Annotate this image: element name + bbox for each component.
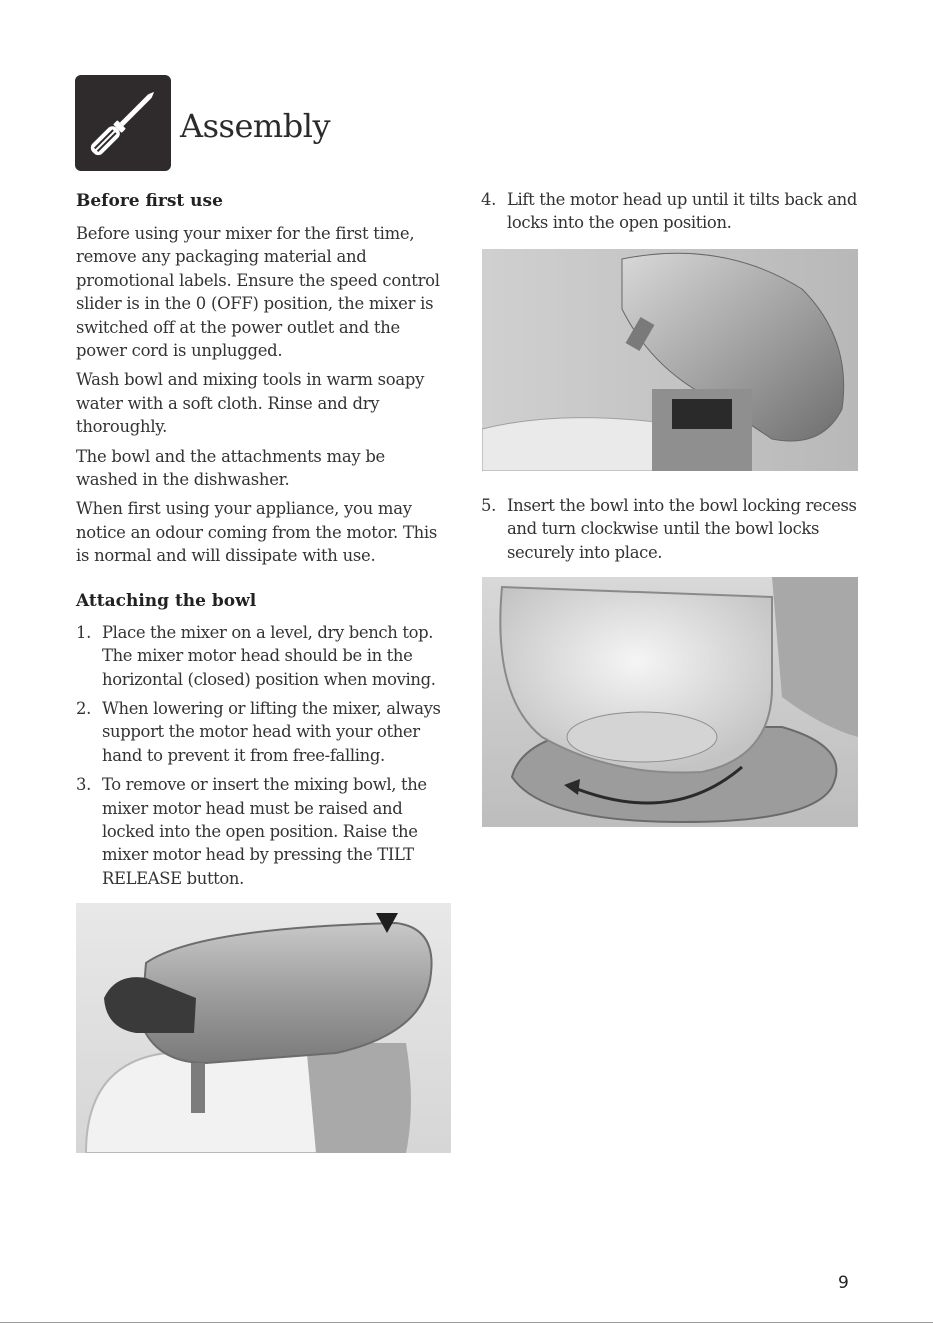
step-number: 3.	[76, 775, 91, 795]
step-text: Place the mixer on a level, dry bench top. The mixer motor head should be in the horizontal (closed) position when moving.	[102, 622, 436, 689]
step-text: To remove or insert the mixing bowl, the mixer motor head must be raised and locked into the open position. Raise the mixer motor head by pressing the TILT RELEASE button.	[102, 775, 427, 888]
paragraph: The bowl and the attachments may be washed in the dishwasher.	[76, 446, 386, 490]
section-heading-attaching-the-bowl: Attaching the bowl	[76, 590, 257, 611]
page-title: Assembly	[180, 107, 331, 145]
paragraph: Before using your mixer for the first time, remove any packaging material and promotional labels. Ensure the speed control slider is in the 0 (OFF) position, the mixer is switched off at the power outlet and the power cord is unplugged.	[76, 224, 440, 361]
right-column	[481, 188, 861, 235]
section-icon-box	[75, 75, 171, 171]
bottom-rule	[0, 1322, 933, 1323]
step-number: 4.	[481, 190, 496, 209]
step-number: 5.	[481, 496, 496, 515]
screwdriver-icon	[75, 75, 171, 171]
step-item	[481, 188, 861, 235]
photo-motor-head-tilted	[482, 249, 858, 471]
photo-tilt-release-button	[76, 903, 451, 1153]
step-item	[481, 494, 861, 564]
step-text: Insert the bowl into the bowl locking recess and turn clockwise until the bowl locks securely into place.	[507, 496, 857, 562]
paragraph: Wash bowl and mixing tools in warm soapy water with a soft cloth. Rinse and dry thoroughly.	[76, 370, 425, 437]
step-item-wrapper	[481, 494, 861, 564]
step-text: Lift the motor head up until it tilts back and locks into the open position.	[507, 190, 857, 233]
step-number: 2.	[76, 698, 91, 718]
step-item	[76, 621, 448, 691]
step-item	[76, 773, 448, 890]
paragraph: When first using your appliance, you may notice an odour coming from the motor. This is normal and will dissipate with use.	[76, 499, 438, 566]
photo-bowl-locking	[482, 577, 858, 827]
page-number: 9	[838, 1273, 849, 1293]
left-column	[76, 188, 448, 890]
step-number: 1.	[76, 622, 91, 642]
step-text: When lowering or lifting the mixer, always support the motor head with your other hand to prevent it from free-falling.	[102, 698, 441, 765]
section-heading-before-first-use: Before first use	[76, 191, 223, 211]
step-item	[76, 697, 448, 767]
